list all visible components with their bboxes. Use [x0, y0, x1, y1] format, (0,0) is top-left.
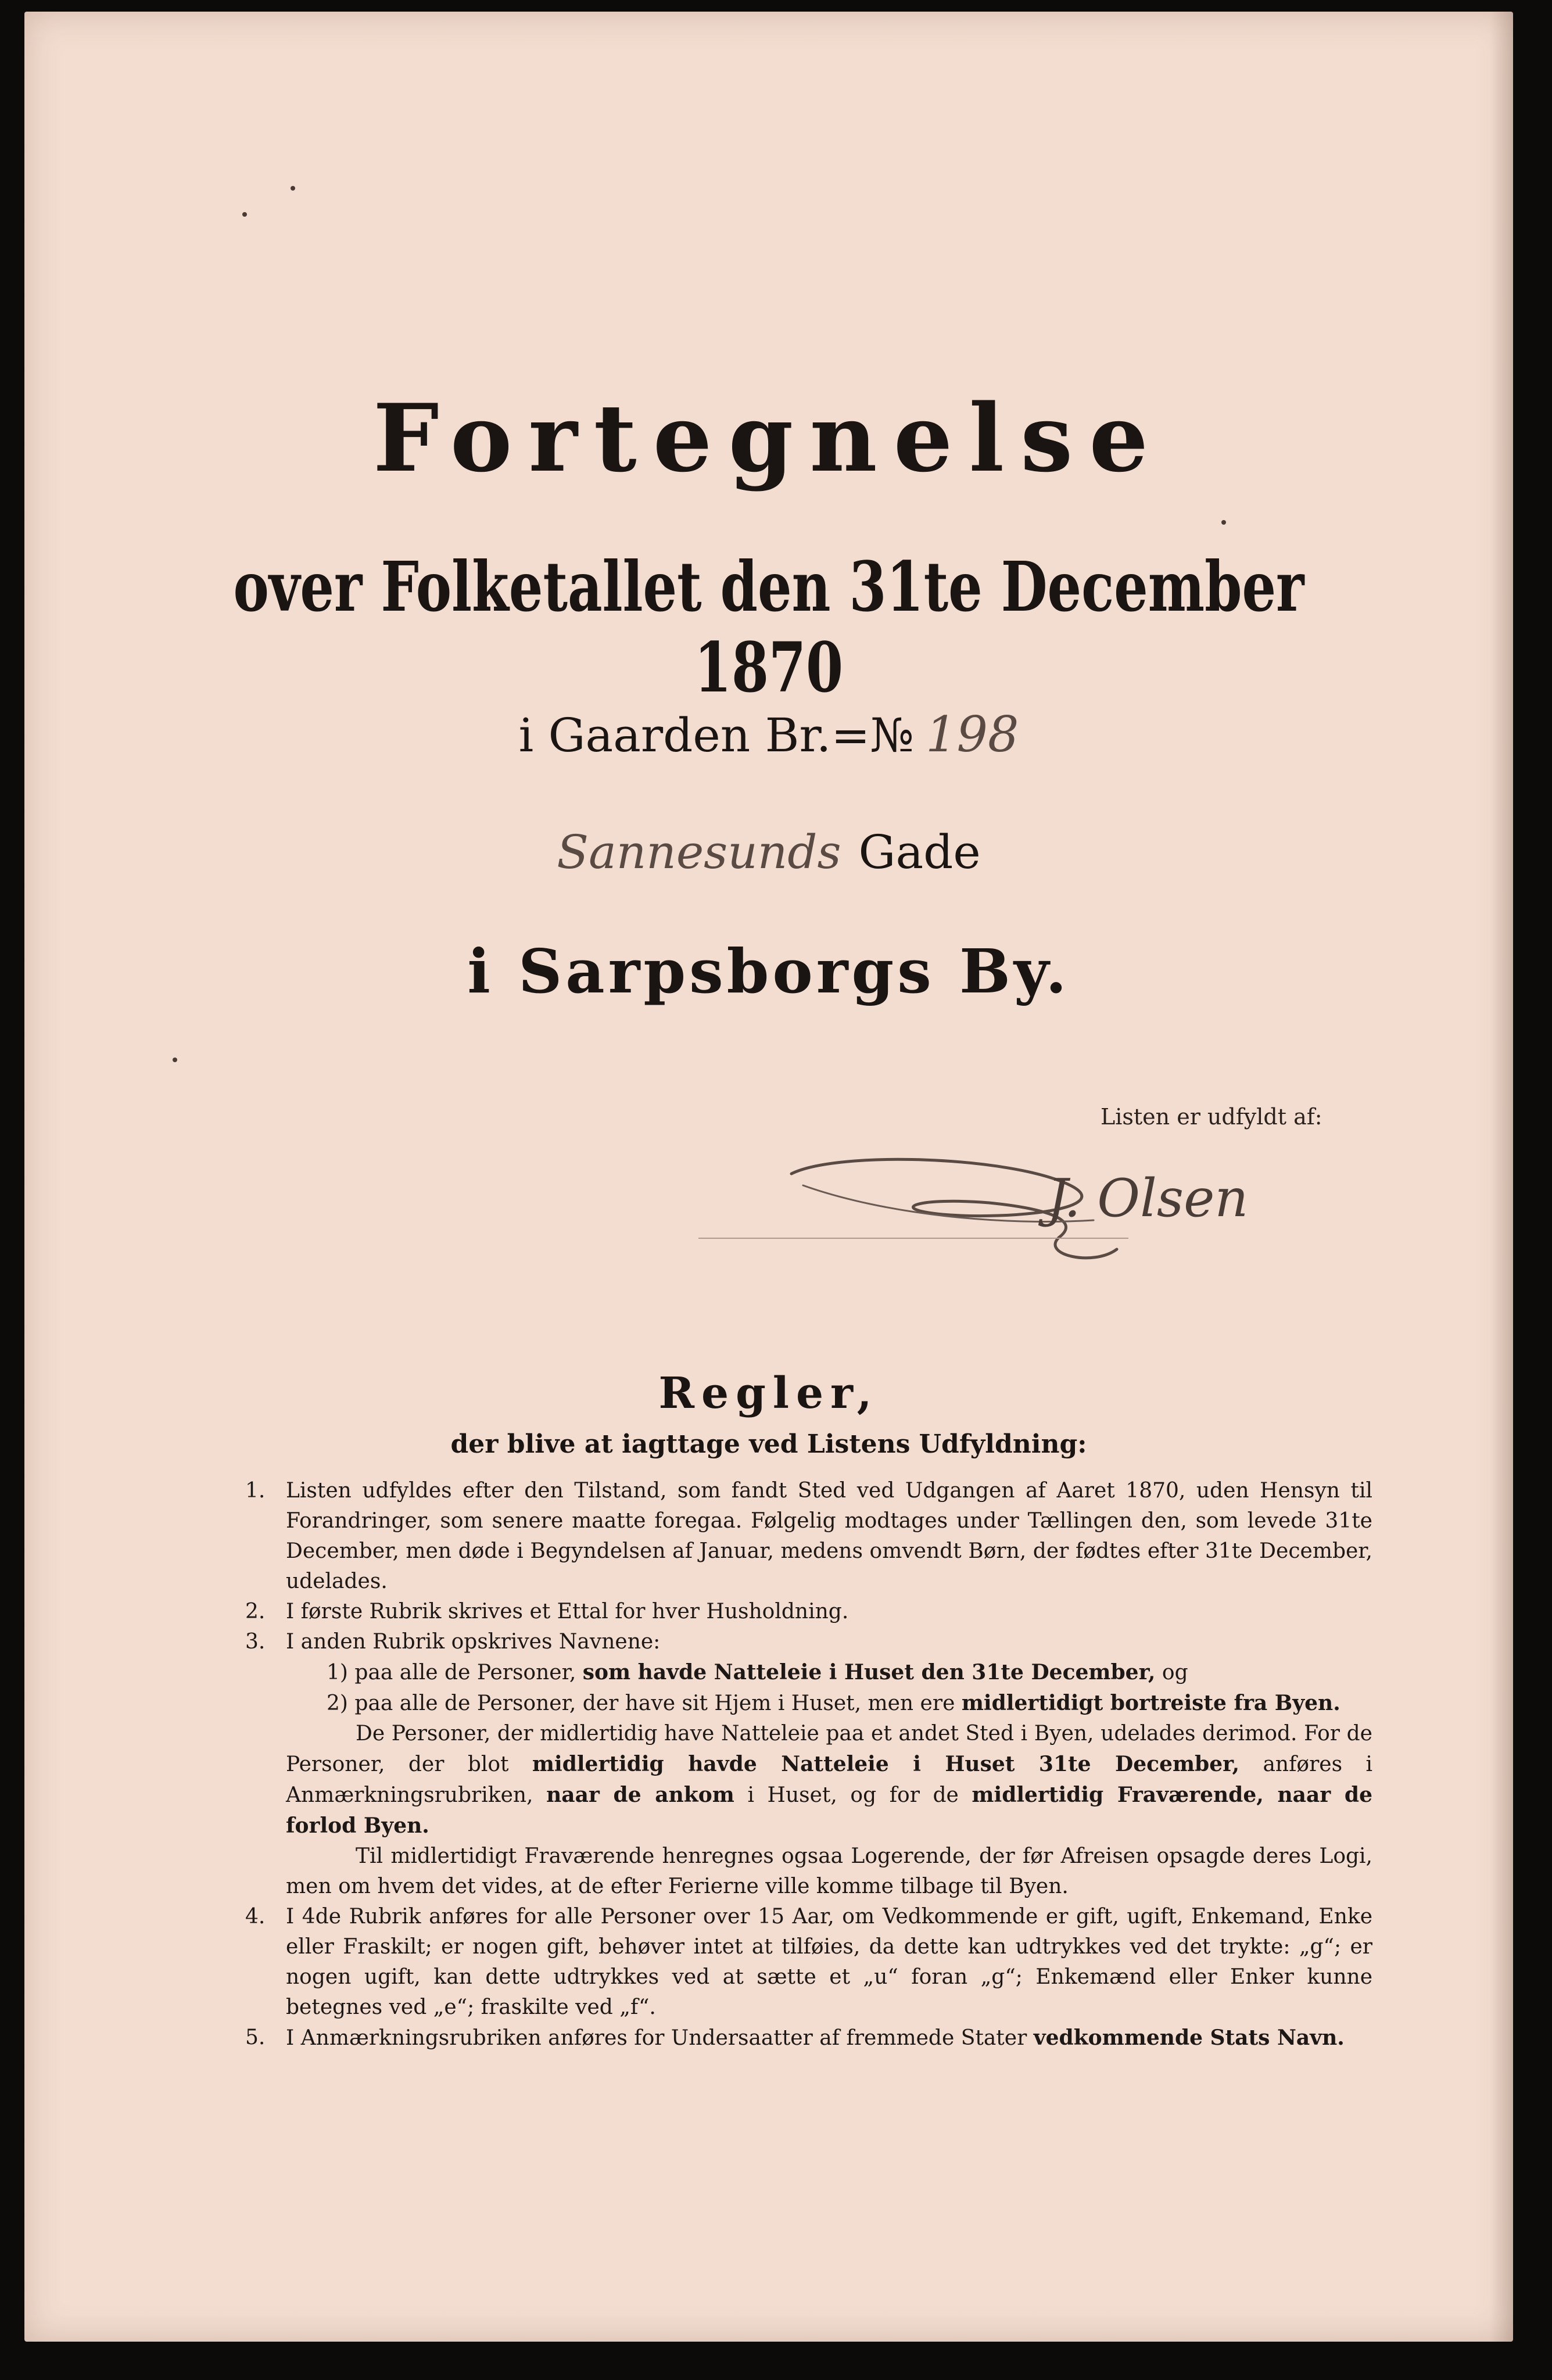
rule-paragraph-text: anføres i Anmærkningsrubriken, [286, 1752, 1372, 1807]
rule-number: 2. [245, 1600, 266, 1623]
paper-edge-shadow [1490, 12, 1513, 2342]
rule-item [245, 2023, 1372, 2053]
rule-subitem [286, 1657, 1372, 1688]
ink-speck [1221, 520, 1226, 525]
rule-subitem-text: 2) paa alle de Personer, der have sit Hjem i Huset, men ere [327, 1691, 955, 1715]
rules-list [245, 1476, 1372, 2053]
rule-subitem [286, 1688, 1372, 1719]
rule-number: 5. [245, 2026, 266, 2049]
rule-text: I første Rubrik skrives et Ettal for hver Husholdning. [286, 1600, 849, 1623]
signature-line [698, 1238, 1128, 1239]
rule-item [245, 1597, 1372, 1627]
ink-speck [173, 1058, 177, 1062]
rule-number: 1. [245, 1479, 266, 1503]
document-title: Fortegnelse [372, 383, 1165, 493]
rule-paragraph-emphasis: midlertidig Fraværende, naar de forlod Byen. [286, 1783, 1373, 1838]
street-name-handwritten: Sannesunds [557, 825, 841, 879]
rule-paragraph-text: De Personer, der midlertidig have Natteleie paa et andet Sted i Byen, udelades derimod. For de Personer, der blot [286, 1722, 1372, 1776]
rule-subitem-text: og [1162, 1661, 1188, 1684]
rule-item [245, 1902, 1372, 2023]
filled-by-label: Listen er udfyldt af: [1101, 1104, 1322, 1130]
signature: J. Olsen [1047, 1168, 1249, 1229]
gaard-line [24, 706, 1513, 763]
street-label: Gade [858, 825, 981, 879]
rule-item [245, 1627, 1372, 1902]
rule-subitem-emphasis: midlertidigt bortreiste fra Byen. [961, 1691, 1340, 1715]
rule-text: Listen udfyldes efter den Tilstand, som fandt Sted ved Udgangen af Aaret 1870, uden Hensyn til Forandringer, som senere maatte foregaa. Følgelig modtages under Tællingen den, som levede 31te December, men døde i Begyndelsen af Januar, medens omvendt Børn, der fødtes efter 31te December, udelades. [286, 1479, 1372, 1593]
rule-subitem-text: 1) paa alle de Personer, [327, 1661, 576, 1684]
rule-text: I anden Rubrik opskrives Navnene: [286, 1630, 661, 1654]
rule-paragraph-emphasis: naar de ankom [546, 1783, 734, 1807]
rule-paragraph [286, 1841, 1372, 1902]
rule-text: I Anmærkningsrubriken anføres for Undersaatter af fremmede Stater [286, 2026, 1027, 2050]
ink-speck [242, 212, 247, 217]
gaard-label: i Gaarden Br.=№ [518, 708, 915, 762]
ink-speck [291, 186, 295, 191]
rules-title: Regler, [658, 1368, 879, 1418]
document-subtitle: over Folketallet den 31te December 1870 [233, 546, 1304, 708]
rule-subitem-emphasis: som havde Natteleie i Huset den 31te December, [582, 1660, 1156, 1684]
town-line: i Sarpsborgs By. [467, 935, 1070, 1007]
rules-subtitle: der blive at iagttage ved Listens Udfyldning: [450, 1429, 1087, 1459]
rule-item [245, 1476, 1372, 1597]
rule-emphasis: vedkommende Stats Navn. [1033, 2026, 1345, 2050]
rule-paragraph-text: i Huset, og for de [747, 1783, 959, 1807]
rule-number: 4. [245, 1905, 266, 1929]
street-line [24, 825, 1513, 879]
rule-paragraph-text: Til midlertidigt Fraværende henregnes ogsaa Logerende, der før Afreisen opsagde deres Logi, men om hvem det vides, at de efter Ferierne ville komme tilbage til Byen. [286, 1844, 1372, 1898]
rule-paragraph [286, 1719, 1372, 1841]
rule-number: 3. [245, 1630, 266, 1654]
rule-paragraph-emphasis: midlertidig havde Natteleie i Huset 31te December, [532, 1752, 1240, 1776]
census-form-sheet [24, 12, 1513, 2342]
gaard-number-handwritten: 198 [926, 706, 1019, 763]
rule-text: I 4de Rubrik anføres for alle Personer over 15 Aar, om Vedkommende er gift, ugift, Enkemand, Enke eller Fraskilt; er nogen gift, behøver intet at tilføies, da dette kan udtrykkes ved det trykte: „g“; er nogen ugift, kan dette udtrykkes ved at sætte et „u“ foran „g“; Enkemænd eller Enker kunne betegnes ved „e“; fraskilte ved „f“. [286, 1905, 1372, 2019]
